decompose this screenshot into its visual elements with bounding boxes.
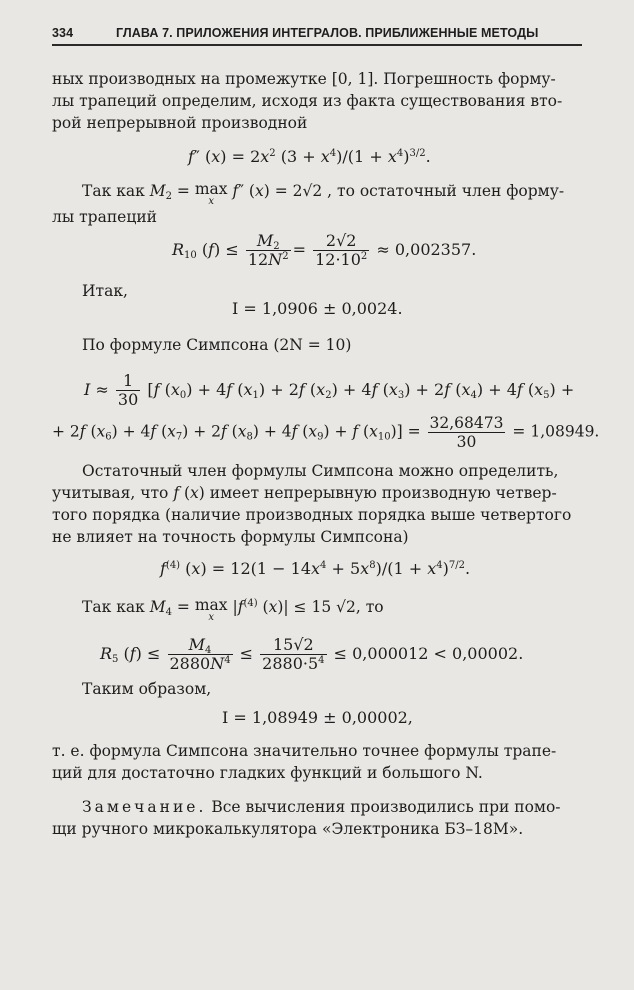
formula-second-derivative: f″ $(x) = 2x^2$ $(3 + x^4)/(1 + x^4)^{3/2}$. <box>188 147 431 166</box>
text-line: не влияет на точность формулы Симпсона) <box>52 528 409 546</box>
paragraph-trapezoid-error <box>52 68 584 134</box>
paragraph-conclusion <box>52 740 584 784</box>
text-line: Замечание. Все вычисления производились при помо- <box>82 798 561 816</box>
text-line: Так как $M_4 = \max$ x $|f^{(4)}$ (x)| ≤ 15 √2, то <box>82 596 384 623</box>
paragraph-max-m4 <box>52 596 584 622</box>
text-line: По формуле Симпсона (2N = 10) <box>82 336 352 354</box>
text-line: ных производных на промежутке [0, 1]. Погрешность форму- <box>52 70 556 88</box>
paragraph-remark <box>52 796 584 840</box>
text-line: щи ручного микрокалькулятора «Электроника БЗ–18М». <box>52 820 524 838</box>
formula-fourth-derivative: $f^{(4)}$ $(x) = 12(1 - 14x^4 + 5x^8)/(1 + x^4)^{7/2}$. <box>160 559 471 578</box>
formula-r10-estimate: $R_{10}$ (f) ≤ $\frac{M_2}{12N^2}$ = $\frac{2√2}{12\cdot 10^2}$ ≈ 0,002357. <box>172 231 477 269</box>
text-line: Итак, <box>82 282 128 300</box>
formula-result-simpson: I = 1,08949 ± 0,00002, <box>222 708 413 727</box>
formula-result-trapezoid: I = 1,0906 ± 0,0024. <box>232 299 403 318</box>
max-operator: max x <box>194 180 228 207</box>
formula-r5-estimate: $R_5$ (f) ≤ $\frac{M_4}{2880N^4}$ ≤ $\frac{15√2}{2880\cdot 5^4}$ ≤ 0,000012 < 0,00002. <box>100 635 524 673</box>
text-line: т. е. формула Симпсона значительно точнее формулы трапе- <box>52 742 557 760</box>
formula-simpson-line1: I ≈ $\frac{1}{30}$ [f $(x_0) + 4f$ $(x_1) + 2f$ $(x_2) + 4f$ $(x_3) + 2f$ $(x_4) + 4f$ $(x_5)$ + <box>84 371 575 409</box>
max-operator: max x <box>194 596 228 623</box>
text-line: рой непрерывной производной <box>52 114 308 132</box>
text-line: учитывая, что f (x) имеет непрерывную производную четвер- <box>52 484 557 502</box>
text-line: Так как $M_2 = \max$ x f″ (x) = 2√2 , то остаточный член форму- <box>82 180 565 207</box>
text-line: того порядка (наличие производных порядка выше четвертого <box>52 506 572 524</box>
text-line: Таким образом, <box>82 680 212 698</box>
paragraph-simpson-remainder <box>52 460 584 548</box>
paragraph-thus <box>52 678 584 700</box>
remark-label: Замечание. <box>82 798 207 816</box>
chapter-title: ГЛАВА 7. ПРИЛОЖЕНИЯ ИНТЕГРАЛОВ. ПРИБЛИЖЕННЫЕ МЕТОДЫ <box>116 26 539 40</box>
running-header <box>52 24 582 46</box>
text-line: лы трапеций <box>52 208 157 226</box>
text-line: ций для достаточно гладких функций и большого N. <box>52 764 483 782</box>
paragraph-simpson-intro <box>52 334 584 356</box>
text-line: лы трапеций определим, исходя из факта существования вто- <box>52 92 563 110</box>
text-line: Остаточный член формулы Симпсона можно определить, <box>82 462 559 480</box>
page-number: 334 <box>52 26 74 40</box>
paragraph-max-m2 <box>52 180 584 228</box>
formula-simpson-line2: + 2f $(x_6) + 4f$ $(x_7) + 2f$ $(x_8) + 4f$ $(x_9) + f$ $(x_{10})$] = $\frac{32,68473}{30}$ = 1,08949. <box>52 414 600 451</box>
